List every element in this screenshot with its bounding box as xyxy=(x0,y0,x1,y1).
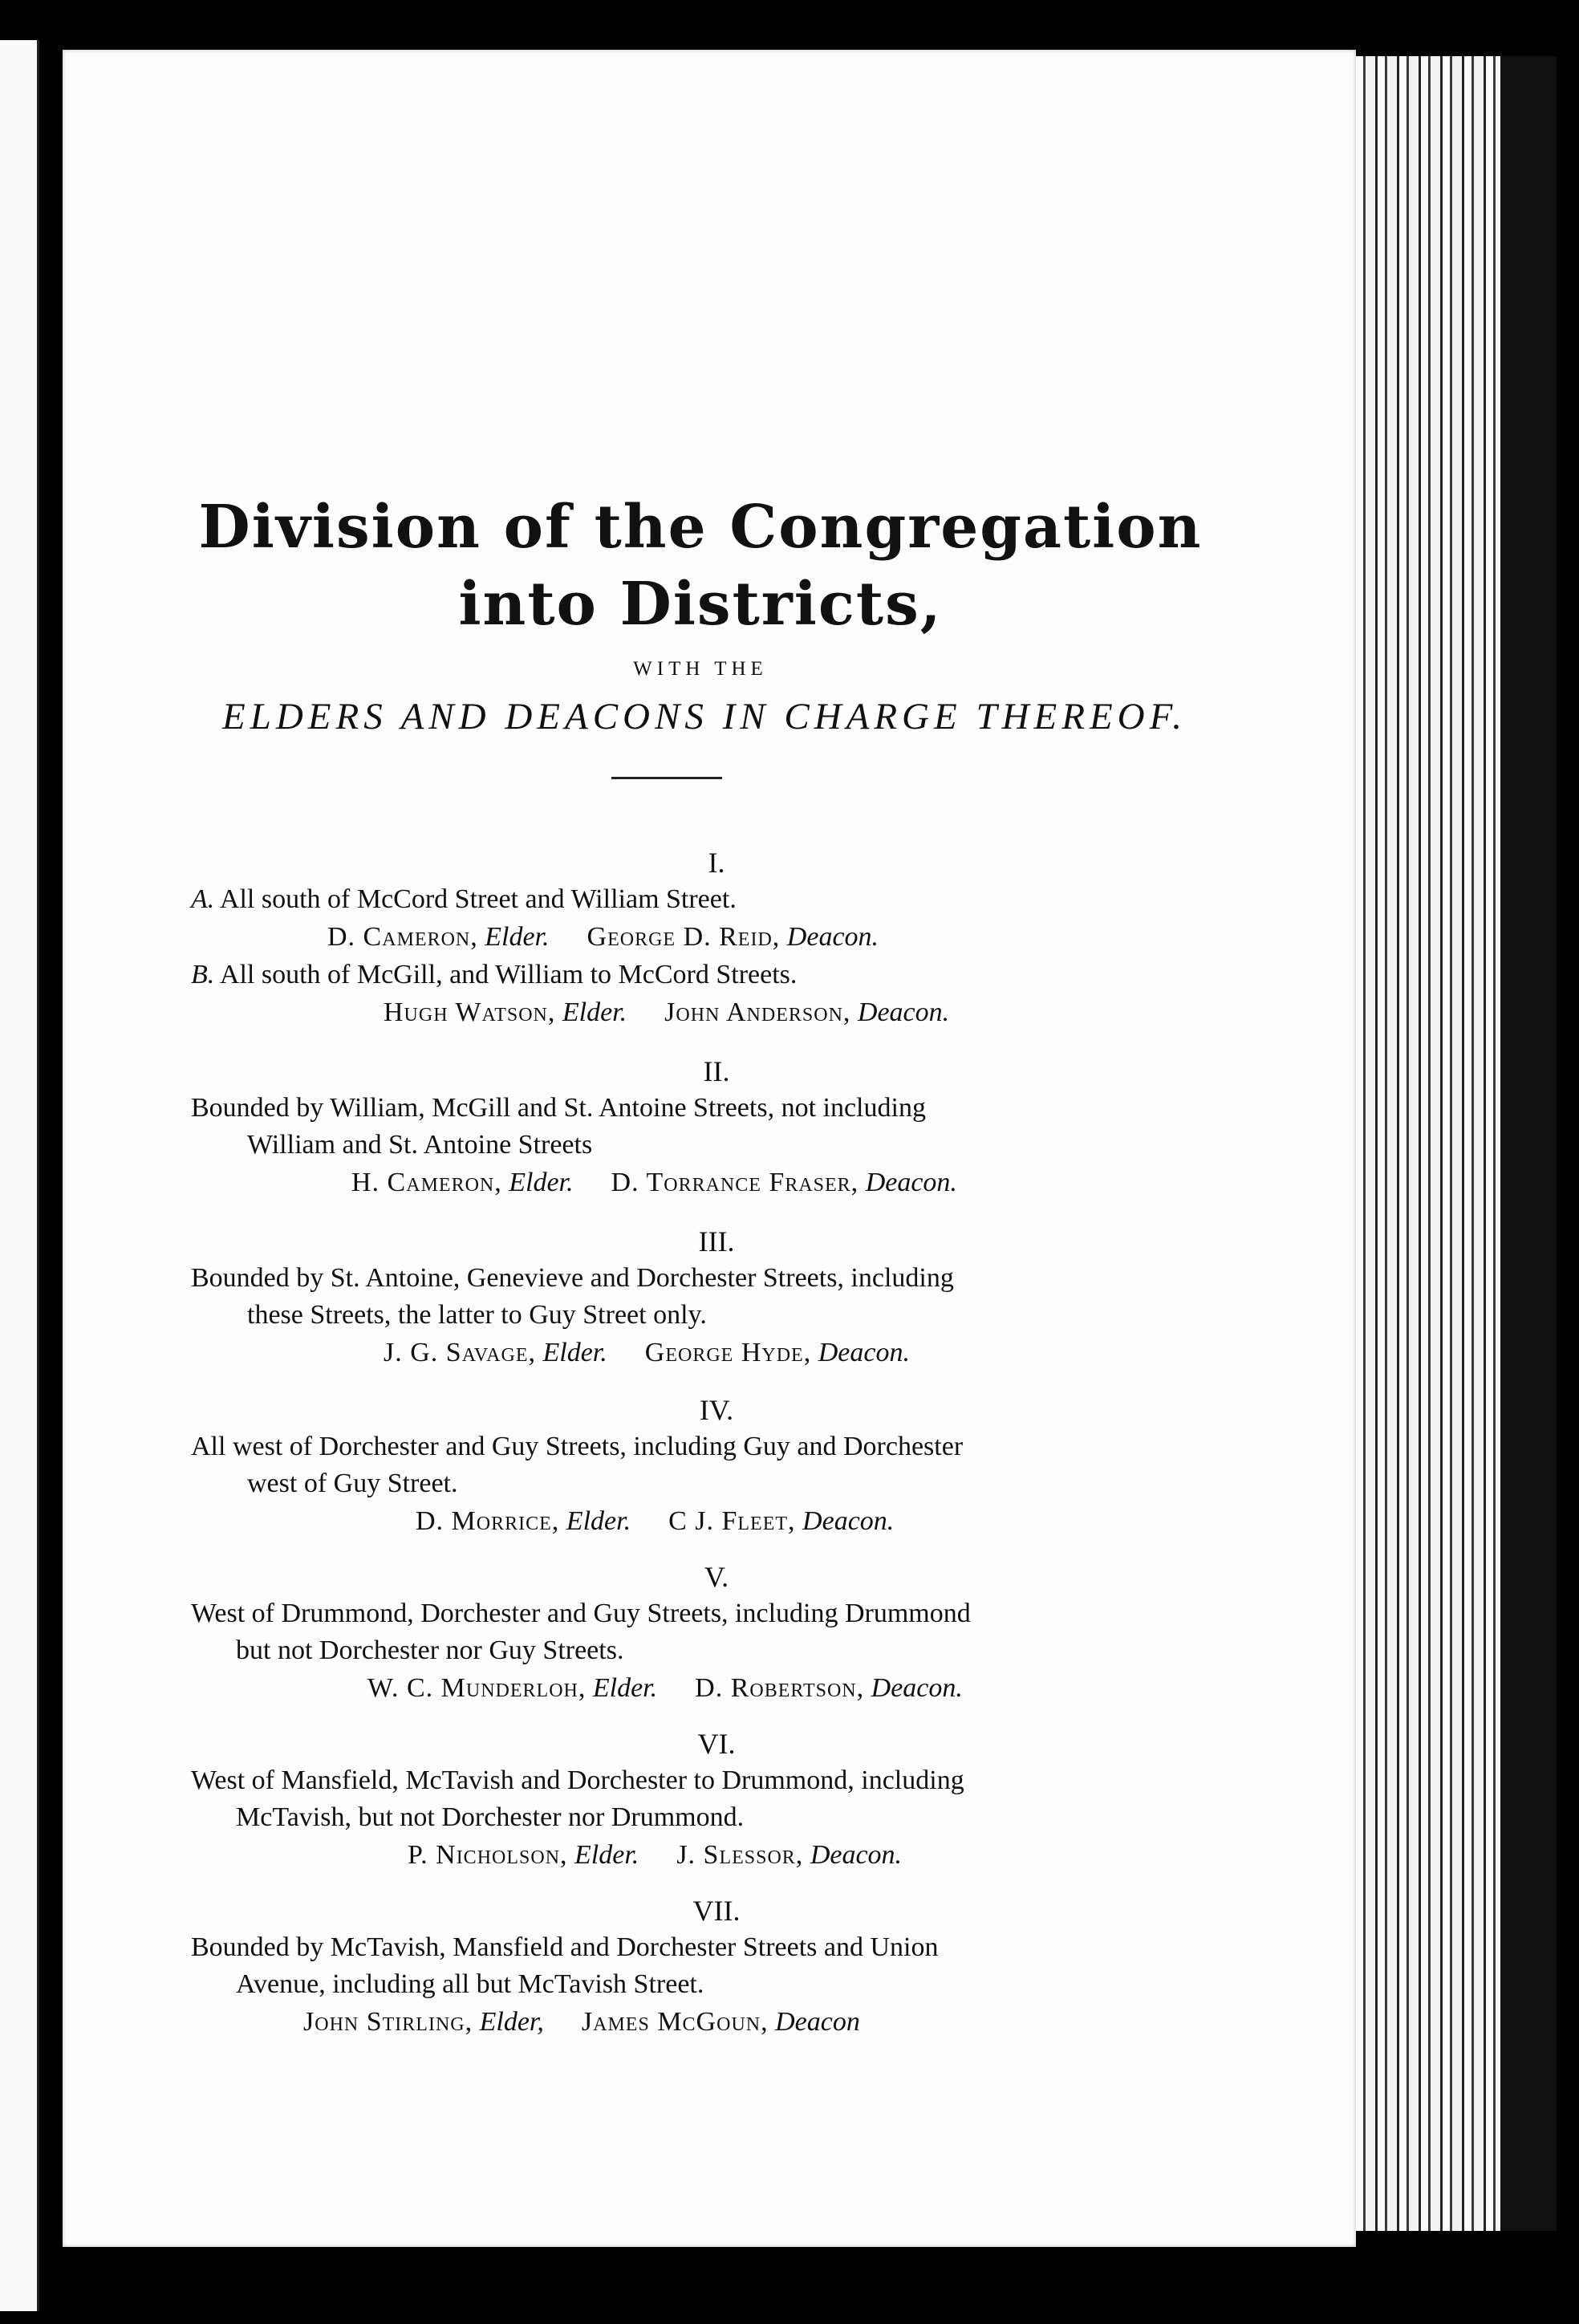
district-subsection-a xyxy=(191,881,1226,918)
elder-name: D. Cameron, xyxy=(327,922,478,952)
deacon-name: C J. Fleet, xyxy=(668,1506,796,1536)
district-boundary-text: All south of McCord Street and William Street. xyxy=(219,884,737,914)
subsection-letter: B. xyxy=(191,960,215,989)
district-numeral: VII. xyxy=(692,1895,741,1927)
elder-role: Elder. xyxy=(485,922,550,952)
page-title-line-1: Division of the Congregation xyxy=(198,493,1203,562)
book-page xyxy=(63,50,1356,2247)
district-numeral: VI. xyxy=(697,1728,736,1760)
page-title-line-2: into Districts, xyxy=(458,570,943,639)
deacon-role: Deacon xyxy=(775,2007,860,2037)
deacon-name: D. Torrance Fraser, xyxy=(611,1168,859,1197)
deacon-role: Deacon. xyxy=(786,922,879,952)
district-3 xyxy=(191,1223,1226,1372)
district-2 xyxy=(191,1053,1226,1202)
elder-name: H. Cameron, xyxy=(351,1168,502,1197)
elder-role: Elder. xyxy=(509,1168,574,1197)
book-page-edges xyxy=(1356,56,1557,2231)
title-divider xyxy=(611,777,722,779)
deacon-role: Deacon. xyxy=(857,997,950,1027)
elder-role: Elder. xyxy=(562,997,627,1027)
district-boundary-line-1: West of Mansfield, McTavish and Dorchester to Drummond, including xyxy=(191,1765,964,1795)
deacon-role: Deacon. xyxy=(871,1673,963,1703)
elder-role: Elder, xyxy=(479,2007,544,2037)
previous-page-edge xyxy=(0,40,39,2311)
district-boundary-line-2: William and St. Antoine Streets xyxy=(247,1130,593,1160)
district-subsection-b xyxy=(191,957,1226,993)
district-6 xyxy=(191,1725,1226,1875)
district-officers xyxy=(191,2003,1226,2042)
district-7 xyxy=(191,1892,1226,2042)
district-officers xyxy=(191,1164,1226,1202)
district-boundary-line-2: west of Guy Street. xyxy=(247,1469,458,1498)
district-4 xyxy=(191,1392,1226,1541)
subtitle-elders-deacons: ELDERS AND DEACONS IN CHARGE THEREOF. xyxy=(221,696,1187,737)
elder-name: D. Morrice, xyxy=(416,1506,560,1536)
elder-name: P. Nicholson, xyxy=(408,1840,568,1870)
district-1 xyxy=(191,844,1226,1032)
deacon-role: Deacon. xyxy=(818,1338,910,1367)
district-numeral: V. xyxy=(704,1561,729,1593)
elder-role: Elder. xyxy=(574,1840,639,1870)
elder-role: Elder. xyxy=(592,1673,658,1703)
elder-role: Elder. xyxy=(542,1338,607,1367)
district-numeral: I. xyxy=(708,847,725,879)
district-boundary-line-2: Avenue, including all but McTavish Street. xyxy=(236,1969,704,1999)
district-boundary-line-2: but not Dorchester nor Guy Streets. xyxy=(236,1635,624,1665)
subsection-letter: A. xyxy=(191,884,215,914)
deacon-name: J. Slessor, xyxy=(676,1840,804,1870)
district-numeral: II. xyxy=(703,1055,730,1087)
elder-name: J. G. Savage, xyxy=(384,1338,536,1367)
district-5 xyxy=(191,1558,1226,1708)
district-boundary-line-1: West of Drummond, Dorchester and Guy Streets, including Drummond xyxy=(191,1599,971,1628)
district-officers xyxy=(191,1334,1226,1372)
deacon-name: D. Robertson, xyxy=(695,1673,865,1703)
deacon-name: George D. Reid, xyxy=(587,922,781,952)
district-officers xyxy=(191,918,1226,957)
district-numeral: III. xyxy=(698,1225,735,1257)
elder-name: Hugh Watson, xyxy=(384,997,556,1027)
district-boundary-text: All south of McGill, and William to McCord Streets. xyxy=(219,960,798,989)
district-officers xyxy=(191,1502,1226,1541)
district-numeral: IV. xyxy=(699,1394,734,1426)
deacon-name: George Hyde, xyxy=(644,1338,812,1367)
district-boundary-line-1: Bounded by McTavish, Mansfield and Dorchester Streets and Union xyxy=(191,1932,939,1962)
deacon-role: Deacon. xyxy=(810,1840,903,1870)
district-officers xyxy=(191,1836,1226,1875)
district-boundary-line-1: All west of Dorchester and Guy Streets, including Guy and Dorchester xyxy=(191,1432,964,1461)
elder-role: Elder. xyxy=(566,1506,631,1536)
district-officers xyxy=(191,993,1226,1032)
elder-name: John Stirling, xyxy=(303,2007,473,2037)
deacon-name: John Anderson, xyxy=(664,997,851,1027)
district-boundary-line-2: McTavish, but not Dorchester nor Drummond. xyxy=(236,1802,745,1832)
district-officers xyxy=(191,1669,1226,1708)
elder-name: W. C. Munderloh, xyxy=(367,1673,587,1703)
district-boundary-line-1: Bounded by William, McGill and St. Antoine Streets, not including xyxy=(191,1093,926,1123)
subtitle-with-the: WITH THE xyxy=(633,658,768,680)
district-boundary-line-1: Bounded by St. Antoine, Genevieve and Dorchester Streets, including xyxy=(191,1263,954,1293)
deacon-role: Deacon. xyxy=(802,1506,895,1536)
deacon-name: James McGoun, xyxy=(581,2007,769,2037)
district-boundary-line-2: these Streets, the latter to Guy Street only. xyxy=(247,1300,707,1330)
deacon-role: Deacon. xyxy=(865,1168,957,1197)
